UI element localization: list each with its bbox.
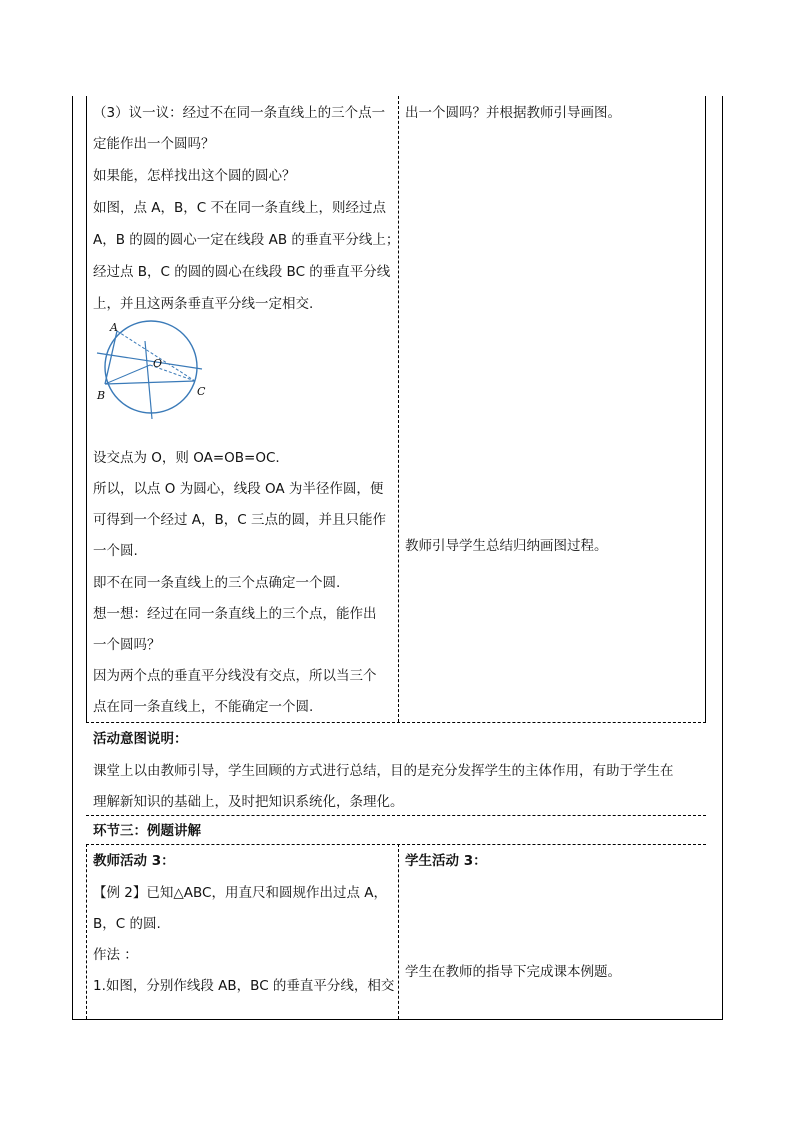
left-line-9: 所以，以点 O 为圆心，线段 OA 为半径作圆，便 <box>93 481 384 497</box>
teacher-activity-title: 教师活动 3： <box>93 853 175 869</box>
teacher-line-2: B，C 的圆. <box>93 916 161 932</box>
left-line-16: 点在同一条直线上，不能确定一个圆. <box>93 699 314 715</box>
row-divider-3 <box>86 844 706 845</box>
segment-ab <box>105 331 117 384</box>
label-a: A <box>110 321 118 334</box>
left-line-10: 可得到一个经过 A，B，C 三点的圆，并且只能作 <box>93 512 387 528</box>
student-activity-title: 学生活动 3： <box>405 853 487 869</box>
label-c: C <box>197 385 206 398</box>
left-line-15: 因为两个点的垂直平分线没有交点，所以当三个 <box>93 668 377 684</box>
left-line-3: 如果能，怎样找出这个圆的圆心？ <box>93 168 296 184</box>
column-divider-bottom <box>398 844 399 1019</box>
left-line-1: （3）议一议：经过不在同一条直线上的三个点一 <box>93 105 386 121</box>
intent-line-2: 理解新知识的基础上，及时把知识系统化，条理化。 <box>93 794 404 810</box>
table-inner-left-solid <box>86 96 87 722</box>
radius-ob <box>105 365 150 384</box>
left-line-5: A，B 的圆的圆心一定在线段 AB 的垂直平分线上； <box>93 232 400 248</box>
circumcircle <box>105 321 197 413</box>
label-b: B <box>97 389 106 402</box>
left-line-12: 即不在同一条直线上的三个点确定一个圆. <box>93 575 341 591</box>
table-border-bottom <box>72 1019 723 1020</box>
left-line-11: 一个圆. <box>93 543 138 559</box>
left-line-7: 上，并且这两条垂直平分线一定相交. <box>93 296 314 312</box>
row-divider-1 <box>86 722 706 723</box>
label-o: O <box>153 357 163 370</box>
left-line-8: 设交点为 O，则 OA=OB=OC. <box>93 450 280 466</box>
left-divider-bottom <box>86 844 87 1019</box>
teacher-line-1: 【例 2】已知△ABC，用直尺和圆规作出过点 A， <box>93 885 387 901</box>
perp-bisector-ab <box>97 353 202 369</box>
row-divider-2 <box>86 815 706 816</box>
right-top-text: 出一个圆吗？并根据教师引导画图。 <box>405 105 621 121</box>
right-middle-text: 教师引导学生总结归纳画图过程。 <box>405 538 608 554</box>
left-line-14: 一个圆吗？ <box>93 637 161 653</box>
circle-figure <box>90 315 215 427</box>
table-border-left <box>72 96 73 1020</box>
teacher-line-4: 1.如图，分别作线段 AB，BC 的垂直平分线，相交 <box>93 978 395 994</box>
left-line-6: 经过点 B，C 的圆的圆心在线段 BC 的垂直平分线 <box>93 264 391 280</box>
segment-bc <box>105 381 195 384</box>
table-border-right <box>722 96 723 1020</box>
intent-title: 活动意图说明： <box>93 731 188 747</box>
left-line-4: 如图，点 A，B，C 不在同一条直线上，则经过点 <box>93 200 387 216</box>
left-line-2: 定能作出一个圆吗？ <box>93 136 215 152</box>
intent-line-1: 课堂上以由教师引导，学生回顾的方式进行总结，目的是充分发挥学生的主体作用，有助于学生在 <box>93 763 674 779</box>
left-line-13: 想一想：经过在同一条直线上的三个点，能作出 <box>93 606 377 622</box>
student-activity-text: 学生在教师的指导下完成课本例题。 <box>405 964 621 980</box>
column-divider-top <box>398 96 399 722</box>
table-inner-right-solid <box>705 96 706 722</box>
teacher-line-3: 作法 ： <box>93 947 138 963</box>
section3-title: 环节三：例题讲解 <box>93 823 201 839</box>
